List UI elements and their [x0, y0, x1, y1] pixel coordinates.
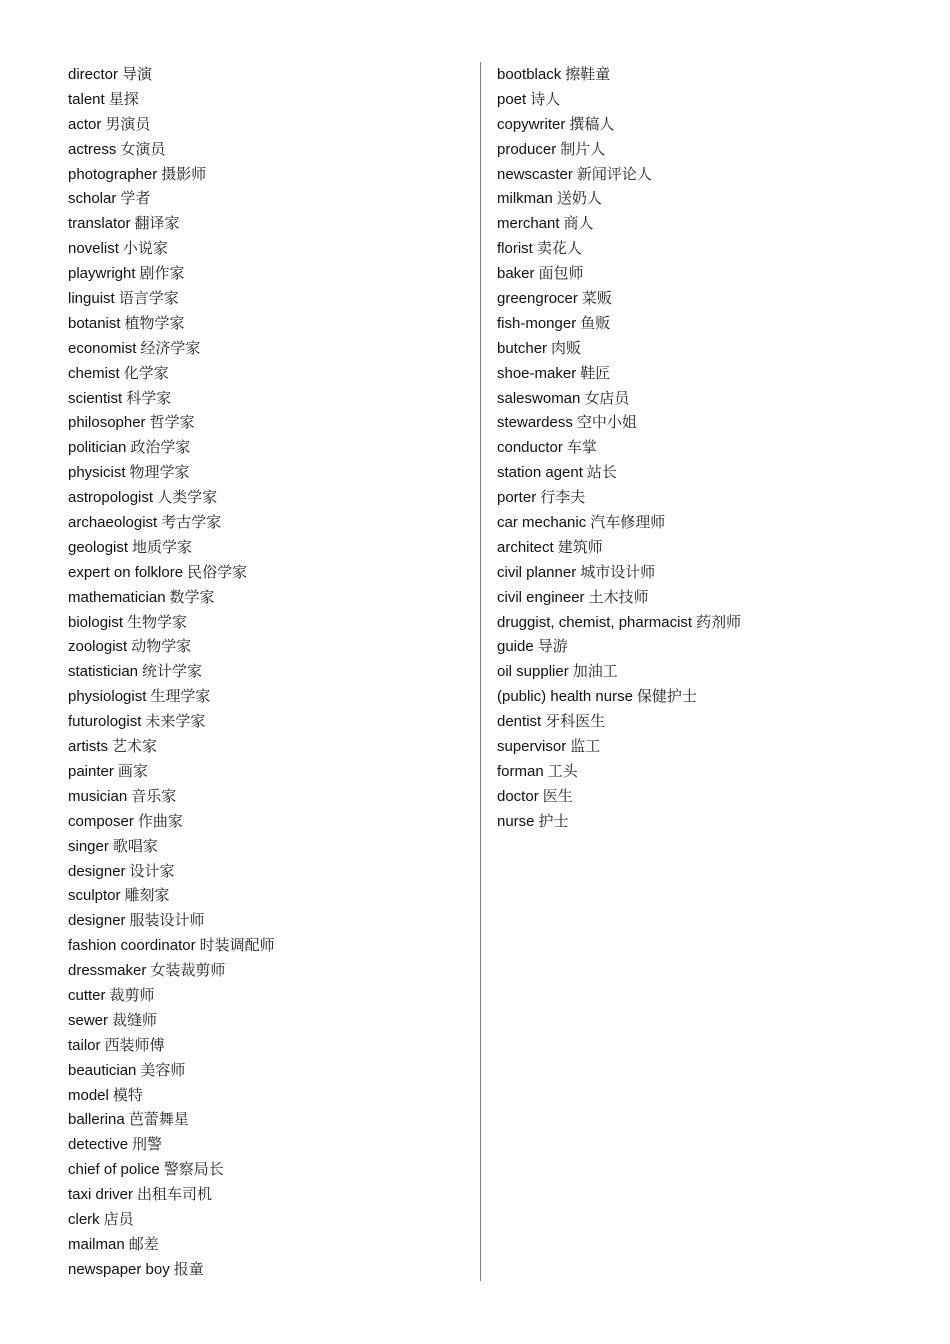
vocab-entry: [497, 162, 927, 187]
english-term: (public) health nurse: [497, 688, 633, 706]
chinese-term: 动物学家: [131, 637, 192, 656]
english-term: director: [68, 66, 119, 83]
english-term: designer: [68, 912, 126, 930]
chinese-term: 物理学家: [129, 463, 190, 482]
english-term: futurologist: [68, 713, 142, 731]
chinese-term: 诗人: [530, 89, 561, 108]
chinese-term: 服装设计师: [129, 911, 205, 930]
vocab-entry: [68, 162, 468, 187]
chinese-term: 刑警: [132, 1135, 163, 1154]
english-term: taxi driver: [68, 1186, 134, 1204]
vocab-entry: [68, 585, 468, 610]
english-term: dressmaker: [68, 962, 147, 980]
english-term: civil planner: [497, 563, 577, 581]
english-term: actress: [68, 140, 117, 158]
vocab-entry: [497, 734, 927, 759]
english-term: statistician: [68, 663, 139, 681]
english-term: physicist: [68, 464, 126, 482]
vocab-entry: [497, 560, 927, 585]
chinese-term: 裁缝师: [112, 1010, 158, 1029]
vocab-entry: [497, 784, 927, 809]
english-term: biologist: [68, 613, 124, 631]
english-term: forman: [497, 762, 544, 780]
vocab-entry: [68, 684, 468, 709]
english-term: musician: [68, 787, 128, 805]
english-term: astropologist: [68, 489, 154, 507]
chinese-term: 菜贩: [581, 289, 612, 308]
chinese-term: 空中小姐: [576, 413, 637, 432]
english-term: guide: [497, 638, 534, 656]
vocab-entry: [68, 62, 468, 87]
english-term: merchant: [497, 215, 560, 233]
chinese-term: 鞋匠: [580, 363, 611, 382]
chinese-term: 新闻评论人: [576, 164, 652, 183]
chinese-term: 加油工: [572, 662, 618, 681]
chinese-term: 面包师: [538, 264, 584, 283]
vocab-entry: [68, 634, 468, 659]
vocab-entry: [497, 112, 927, 137]
english-term: economist: [68, 339, 137, 357]
vocab-entry: [68, 485, 468, 510]
english-term: painter: [68, 762, 114, 780]
chinese-term: 生物学家: [127, 612, 188, 631]
vocab-entry: [68, 859, 468, 884]
chinese-term: 裁剪师: [109, 985, 155, 1004]
vocab-entry: [68, 834, 468, 859]
vocab-entry: [497, 809, 927, 834]
english-term: florist: [497, 240, 533, 258]
english-term: druggist, chemist, pharmacist: [497, 613, 693, 631]
vocab-entry: [497, 336, 927, 361]
english-term: conductor: [497, 439, 563, 457]
english-term: architect: [497, 538, 554, 556]
english-term: supervisor: [497, 738, 567, 756]
vocab-entry: [68, 1232, 468, 1257]
vocab-entry: [497, 659, 927, 684]
column-divider: [480, 62, 481, 1281]
chinese-term: 星探: [108, 89, 139, 108]
chinese-term: 语言学家: [118, 289, 179, 308]
english-term: greengrocer: [497, 290, 578, 308]
chinese-term: 制片人: [560, 139, 606, 158]
vocab-entry: [68, 784, 468, 809]
english-term: scholar: [68, 190, 117, 208]
vocab-entry: [68, 734, 468, 759]
english-term: station agent: [497, 464, 583, 482]
chinese-term: 翻译家: [134, 214, 180, 233]
english-term: model: [68, 1086, 109, 1104]
chinese-term: 肉贩: [551, 338, 582, 357]
vocab-entry: [497, 510, 927, 535]
english-term: singer: [68, 837, 109, 855]
chinese-term: 导游: [537, 637, 568, 656]
vocab-entry: [68, 883, 468, 908]
vocab-entry: [68, 659, 468, 684]
english-term: actor: [68, 115, 102, 133]
chinese-term: 行李夫: [540, 488, 586, 507]
vocab-entry: [68, 87, 468, 112]
chinese-term: 画家: [117, 761, 148, 780]
english-term: translator: [68, 215, 131, 233]
english-term: clerk: [68, 1210, 100, 1228]
chinese-term: 音乐家: [131, 786, 177, 805]
vocab-entry: [68, 261, 468, 286]
chinese-term: 雕刻家: [124, 886, 170, 905]
english-term: fashion coordinator: [68, 937, 196, 955]
chinese-term: 统计学家: [142, 662, 203, 681]
chinese-term: 化学家: [123, 363, 169, 382]
vocab-entry: [68, 1033, 468, 1058]
chinese-term: 芭蕾舞星: [128, 1110, 189, 1129]
chinese-term: 女演员: [120, 139, 166, 158]
chinese-term: 警察局长: [163, 1160, 224, 1179]
english-term: stewardess: [497, 414, 573, 432]
chinese-term: 店员: [103, 1209, 134, 1228]
vocab-entry: [497, 211, 927, 236]
chinese-term: 送奶人: [556, 189, 602, 208]
chinese-term: 模特: [112, 1085, 143, 1104]
chinese-term: 西装师傅: [104, 1035, 165, 1054]
english-term: chemist: [68, 364, 120, 382]
chinese-term: 学者: [120, 189, 151, 208]
english-term: mathematician: [68, 588, 166, 606]
chinese-term: 女店员: [584, 388, 630, 407]
english-term: playwright: [68, 265, 136, 283]
english-term: zoologist: [68, 638, 128, 656]
english-term: photographer: [68, 165, 158, 183]
vocab-entry: [68, 186, 468, 211]
vocab-entry: [68, 1207, 468, 1232]
vocab-entry: [68, 1083, 468, 1108]
chinese-term: 站长: [586, 463, 617, 482]
chinese-term: 地质学家: [132, 537, 193, 556]
vocab-entry: [68, 1058, 468, 1083]
english-term: bootblack: [497, 66, 562, 83]
vocab-entry: [497, 535, 927, 560]
vocab-entry: [497, 361, 927, 386]
chinese-term: 生理学家: [150, 687, 211, 706]
chinese-term: 科学家: [126, 388, 172, 407]
english-term: chief of police: [68, 1161, 160, 1179]
vocab-entry: [68, 286, 468, 311]
chinese-term: 保健护士: [636, 687, 697, 706]
english-term: detective: [68, 1136, 129, 1154]
vocab-entry: [497, 410, 927, 435]
english-term: butcher: [497, 339, 548, 357]
english-term: beautician: [68, 1061, 137, 1079]
vocab-entry: [497, 137, 927, 162]
english-term: linguist: [68, 290, 115, 308]
vocab-entry: [497, 87, 927, 112]
english-term: milkman: [497, 190, 553, 208]
english-term: poet: [497, 90, 527, 108]
vocab-entry: [68, 1107, 468, 1132]
chinese-term: 城市设计师: [580, 562, 656, 581]
english-term: producer: [497, 140, 557, 158]
english-term: car mechanic: [497, 514, 587, 532]
english-term: composer: [68, 812, 134, 830]
chinese-term: 剧作家: [139, 264, 185, 283]
chinese-term: 设计家: [129, 861, 175, 880]
chinese-term: 男演员: [105, 114, 151, 133]
chinese-term: 作曲家: [137, 811, 183, 830]
chinese-term: 建筑师: [557, 537, 603, 556]
english-term: baker: [497, 265, 535, 283]
chinese-term: 商人: [563, 214, 594, 233]
vocab-entry: [68, 112, 468, 137]
english-term: geologist: [68, 538, 129, 556]
english-term: porter: [497, 489, 537, 507]
chinese-term: 药剂师: [696, 612, 742, 631]
vocab-entry: [68, 386, 468, 411]
vocab-entry: [68, 1157, 468, 1182]
vocab-entry: [68, 610, 468, 635]
right-vocabulary-column: [497, 62, 927, 834]
vocab-entry: [68, 933, 468, 958]
english-term: botanist: [68, 314, 121, 332]
vocab-entry: [497, 610, 927, 635]
vocab-entry: [497, 261, 927, 286]
vocab-entry: [68, 535, 468, 560]
chinese-term: 导演: [122, 65, 153, 83]
english-term: ballerina: [68, 1111, 125, 1129]
vocab-entry: [497, 236, 927, 261]
vocab-entry: [68, 435, 468, 460]
vocab-entry: [497, 684, 927, 709]
chinese-term: 护士: [538, 811, 569, 830]
chinese-term: 民俗学家: [187, 562, 248, 581]
chinese-term: 美容师: [140, 1060, 186, 1079]
vocab-entry: [497, 634, 927, 659]
english-term: designer: [68, 862, 126, 880]
english-term: newspaper boy: [68, 1260, 170, 1278]
vocab-entry: [497, 709, 927, 734]
chinese-term: 车掌: [566, 438, 597, 457]
vocab-entry: [68, 410, 468, 435]
vocab-entry: [68, 958, 468, 983]
chinese-term: 监工: [570, 737, 601, 756]
chinese-term: 人类学家: [157, 488, 218, 507]
english-term: newscaster: [497, 165, 573, 183]
vocab-entry: [68, 236, 468, 261]
english-term: tailor: [68, 1036, 101, 1054]
chinese-term: 经济学家: [140, 338, 201, 357]
english-term: copywriter: [497, 115, 566, 133]
english-term: philosopher: [68, 414, 146, 432]
vocab-entry: [497, 759, 927, 784]
english-term: dentist: [497, 713, 542, 731]
vocab-entry: [68, 361, 468, 386]
chinese-term: 时装调配师: [199, 936, 275, 955]
vocab-entry: [68, 336, 468, 361]
chinese-term: 数学家: [169, 587, 215, 606]
vocab-entry: [68, 908, 468, 933]
english-term: nurse: [497, 812, 535, 830]
vocab-entry: [68, 311, 468, 336]
english-term: physiologist: [68, 688, 147, 706]
english-term: oil supplier: [497, 663, 569, 681]
vocab-entry: [68, 983, 468, 1008]
vocab-entry: [497, 386, 927, 411]
vocab-entry: [68, 1008, 468, 1033]
chinese-term: 医生: [542, 786, 573, 805]
vocab-entry: [497, 485, 927, 510]
vocab-entry: [68, 460, 468, 485]
vocab-entry: [68, 211, 468, 236]
vocab-entry: [497, 286, 927, 311]
english-term: doctor: [497, 787, 539, 805]
chinese-term: 工头: [547, 761, 578, 780]
vocab-entry: [497, 435, 927, 460]
chinese-term: 植物学家: [124, 313, 185, 332]
chinese-term: 鱼贩: [580, 313, 611, 332]
english-term: novelist: [68, 240, 119, 258]
english-term: fish-monger: [497, 314, 577, 332]
english-term: saleswoman: [497, 389, 581, 407]
chinese-term: 歌唱家: [112, 836, 158, 855]
vocab-entry: [68, 1182, 468, 1207]
chinese-term: 艺术家: [112, 737, 158, 756]
chinese-term: 擦鞋童: [565, 65, 611, 83]
vocab-entry: [68, 759, 468, 784]
chinese-term: 女装裁剪师: [150, 961, 226, 980]
left-vocabulary-column: [68, 62, 468, 1282]
vocab-entry: [68, 510, 468, 535]
chinese-term: 摄影师: [161, 164, 207, 183]
chinese-term: 牙科医生: [545, 712, 606, 731]
chinese-term: 考古学家: [161, 513, 222, 532]
english-term: politician: [68, 439, 127, 457]
chinese-term: 出租车司机: [137, 1185, 213, 1204]
chinese-term: 哲学家: [149, 413, 195, 432]
vocab-entry: [68, 560, 468, 585]
chinese-term: 撰稿人: [569, 114, 615, 133]
vocab-entry: [497, 311, 927, 336]
chinese-term: 汽车修理师: [590, 513, 666, 532]
chinese-term: 政治学家: [130, 438, 191, 457]
vocab-entry: [497, 585, 927, 610]
english-term: sewer: [68, 1011, 109, 1029]
english-term: archaeologist: [68, 514, 158, 532]
chinese-term: 小说家: [122, 239, 168, 258]
chinese-term: 卖花人: [536, 239, 582, 258]
vocab-entry: [497, 186, 927, 211]
chinese-term: 土木技师: [588, 587, 649, 606]
english-term: civil engineer: [497, 588, 585, 606]
english-term: artists: [68, 738, 109, 756]
vocab-entry: [68, 1132, 468, 1157]
vocab-entry: [68, 1257, 468, 1282]
chinese-term: 未来学家: [145, 712, 206, 731]
english-term: talent: [68, 90, 105, 108]
vocab-entry: [497, 62, 927, 87]
english-term: shoe-maker: [497, 364, 577, 382]
english-term: sculptor: [68, 887, 121, 905]
vocab-entry: [68, 137, 468, 162]
english-term: scientist: [68, 389, 123, 407]
vocab-entry: [68, 809, 468, 834]
vocab-entry: [497, 460, 927, 485]
english-term: cutter: [68, 986, 106, 1004]
chinese-term: 邮差: [128, 1234, 159, 1253]
vocab-entry: [68, 709, 468, 734]
chinese-term: 报童: [173, 1259, 204, 1278]
english-term: mailman: [68, 1235, 125, 1253]
english-term: expert on folklore: [68, 563, 184, 581]
